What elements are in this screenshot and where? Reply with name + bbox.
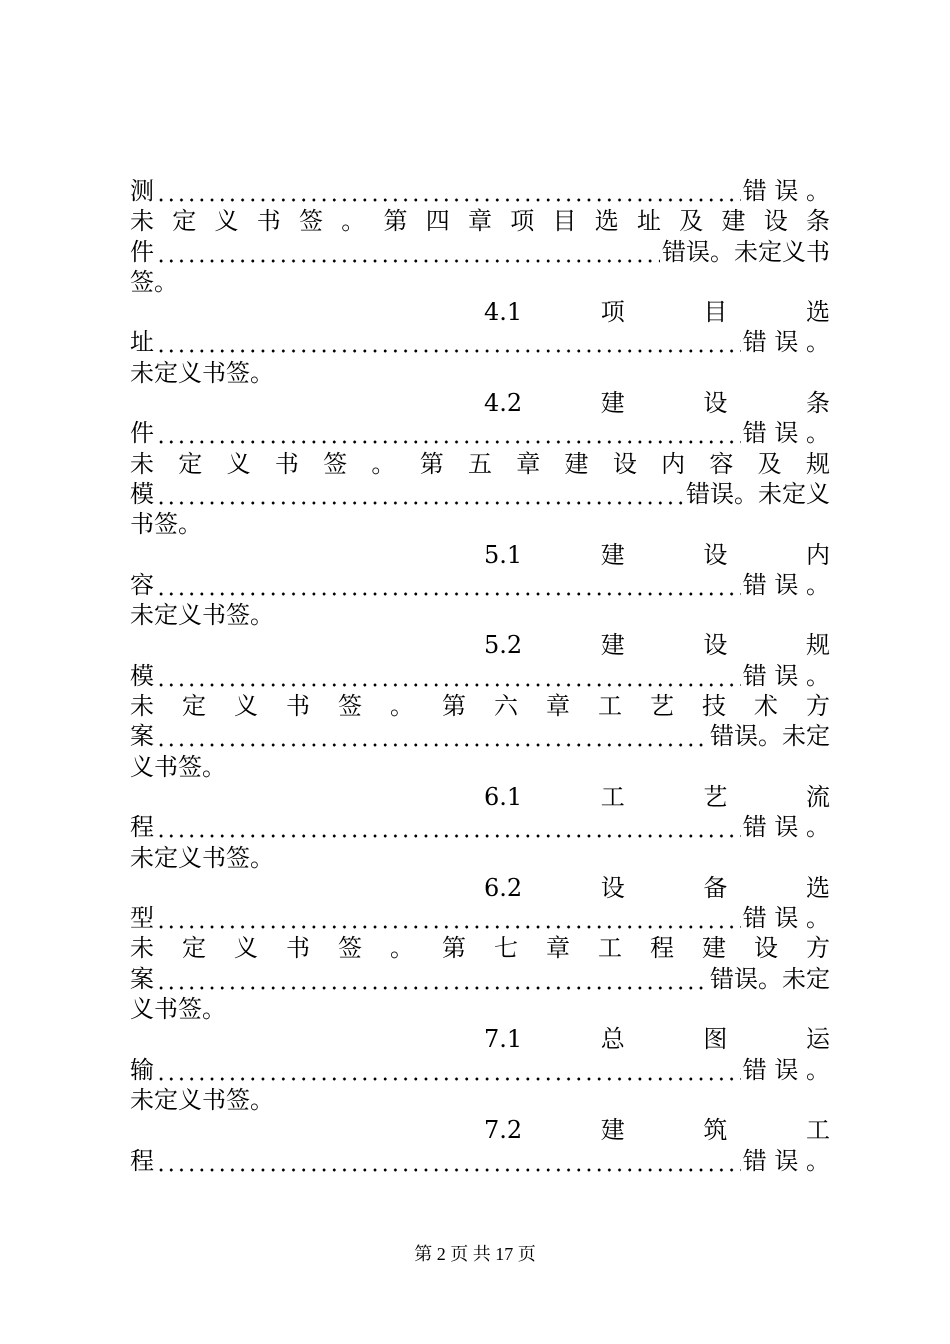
section-title-char: 工 <box>806 1116 830 1145</box>
text-char: 。 <box>341 207 366 236</box>
text-char: 定 <box>182 692 206 721</box>
text-char: 工 <box>598 692 622 721</box>
text-char: 章 <box>546 692 570 721</box>
toc-chapter-line <box>130 933 830 963</box>
text-char: 章 <box>546 934 570 963</box>
text-char: 义 <box>234 692 258 721</box>
toc-section-line <box>130 297 830 327</box>
dot-leader <box>156 661 741 691</box>
toc-content <box>130 176 830 1176</box>
toc-entry-line <box>130 570 830 600</box>
section-number: 5.2 <box>484 631 523 660</box>
text-char: 定 <box>182 934 206 963</box>
toc-section-line <box>130 1115 830 1145</box>
text-char: 定 <box>178 449 203 478</box>
section-title-char: 选 <box>806 873 830 902</box>
text-char: 未 <box>130 934 154 963</box>
section-title-char: 项 <box>600 298 625 327</box>
text-char: 第 <box>419 449 444 478</box>
text-char: 工 <box>598 934 622 963</box>
dot-leader <box>156 903 741 933</box>
toc-entry-line <box>130 721 830 751</box>
section-title-char: 备 <box>703 873 728 902</box>
text-char: 五 <box>467 449 492 478</box>
text-char: 未 <box>130 207 154 236</box>
section-number: 7.1 <box>484 1025 523 1054</box>
text-char: 建 <box>721 207 746 236</box>
section-title-char: 建 <box>600 540 625 569</box>
section-title-char: 设 <box>703 631 728 660</box>
entry-page-ref: 错误。未定义书 <box>662 237 830 266</box>
text-char: 章 <box>468 207 492 236</box>
text-char: 章 <box>516 449 541 478</box>
dot-leader <box>156 176 741 206</box>
text-char: 方 <box>806 692 830 721</box>
text-char: 四 <box>425 207 450 236</box>
text-char: 义 <box>234 934 258 963</box>
entry-title-end: 测 <box>130 177 154 205</box>
text-char: 及 <box>679 207 704 236</box>
toc-text-line: 未定义书签。 <box>130 601 274 630</box>
section-number: 7.2 <box>484 1116 523 1145</box>
text-char: 容 <box>709 449 734 478</box>
entry-title-end: 案 <box>130 722 154 751</box>
dot-leader <box>156 237 660 267</box>
entry-page-ref: 错 误 。 <box>742 1055 830 1084</box>
entry-title-end: 输 <box>130 1055 154 1084</box>
entry-title-end: 件 <box>130 419 154 448</box>
entry-title-end: 模 <box>130 479 154 508</box>
section-title-char: 设 <box>703 540 728 569</box>
text-char: 第 <box>442 692 466 721</box>
section-title-char: 总 <box>600 1025 625 1054</box>
text-char: 签 <box>299 207 323 236</box>
toc-entry-line <box>130 176 830 206</box>
text-char: 书 <box>256 207 281 236</box>
text-char: 第 <box>383 207 408 236</box>
section-title-char: 图 <box>703 1025 728 1054</box>
text-char: 未 <box>130 449 154 478</box>
section-number: 5.1 <box>484 540 523 569</box>
toc-section-line <box>130 1024 830 1054</box>
text-char: 签 <box>323 449 348 478</box>
text-char: 内 <box>661 449 686 478</box>
toc-entry-line <box>130 812 830 842</box>
toc-entry-line <box>130 661 830 691</box>
section-title-char: 目 <box>703 298 728 327</box>
toc-entry-line <box>130 327 830 357</box>
text-char: 条 <box>806 207 830 236</box>
text-char: 项 <box>510 207 535 236</box>
section-title-char: 建 <box>600 631 625 660</box>
toc-chapter-line <box>130 206 830 236</box>
entry-title-end: 案 <box>130 964 154 993</box>
text-char: 设 <box>754 934 778 963</box>
text-char: 艺 <box>650 692 674 721</box>
text-char: 。 <box>371 449 396 478</box>
toc-entry-line <box>130 1146 830 1176</box>
toc-text-line: 未定义书签。 <box>130 843 274 872</box>
toc-text-line: 义书签。 <box>130 752 226 781</box>
text-char: 定 <box>172 207 197 236</box>
toc-text-line: 未定义书签。 <box>130 358 274 387</box>
section-title-char: 条 <box>806 389 830 418</box>
text-char: 方 <box>806 934 830 963</box>
section-title-char: 艺 <box>703 782 728 811</box>
text-char: 。 <box>390 934 414 963</box>
text-char: 术 <box>754 692 778 721</box>
text-char: 。 <box>390 692 414 721</box>
section-title-char: 筑 <box>703 1116 728 1145</box>
section-title-char: 规 <box>806 631 830 660</box>
text-char: 书 <box>274 449 299 478</box>
section-title-char: 工 <box>600 782 625 811</box>
entry-title-end: 模 <box>130 661 154 690</box>
entry-page-ref: 错 误 。 <box>742 904 830 933</box>
toc-section-line <box>130 388 830 418</box>
entry-title-end: 件 <box>130 237 154 266</box>
entry-page-ref: 错误。未定 <box>710 964 830 993</box>
text-char: 七 <box>494 934 518 963</box>
section-title-char: 设 <box>600 873 625 902</box>
entry-page-ref: 错 误 。 <box>742 419 830 448</box>
entry-page-ref: 错 误 。 <box>742 661 830 690</box>
toc-entry-line <box>130 903 830 933</box>
toc-section-line <box>130 540 830 570</box>
entry-title-end: 址 <box>130 328 154 357</box>
toc-chapter-line <box>130 691 830 721</box>
entry-title-end: 型 <box>130 904 154 933</box>
entry-page-ref: 错 误 。 <box>742 570 830 599</box>
toc-text-line: 义书签。 <box>130 995 226 1024</box>
section-title-char: 建 <box>600 1116 625 1145</box>
section-title-char: 建 <box>600 389 625 418</box>
entry-title-end: 程 <box>130 1146 154 1175</box>
toc-text-line: 未定义书签。 <box>130 1085 274 1114</box>
toc-text-line: 签。 <box>130 267 178 296</box>
toc-chapter-line <box>130 449 830 479</box>
toc-entry-line <box>130 479 830 509</box>
text-char: 签 <box>338 934 362 963</box>
toc-text-line: 书签。 <box>130 510 202 539</box>
section-number: 6.1 <box>484 782 523 811</box>
text-char: 签 <box>338 692 362 721</box>
text-char: 未 <box>130 692 154 721</box>
section-title-char: 内 <box>806 540 830 569</box>
text-char: 义 <box>214 207 239 236</box>
entry-page-ref: 错 误 。 <box>742 328 830 357</box>
text-char: 书 <box>286 692 310 721</box>
dot-leader <box>156 812 741 842</box>
dot-leader <box>156 1055 741 1085</box>
toc-section-line <box>130 782 830 812</box>
dot-leader <box>156 964 708 994</box>
entry-title-end: 容 <box>130 570 154 599</box>
text-char: 六 <box>494 692 518 721</box>
entry-page-ref: 错 误 。 <box>742 1146 830 1175</box>
page-footer: 第 2 页 共 17 页 <box>414 1244 536 1264</box>
text-char: 程 <box>650 934 674 963</box>
section-title-char: 选 <box>806 298 830 327</box>
toc-entry-line <box>130 418 830 448</box>
entry-page-ref: 错误。未定 <box>710 722 830 751</box>
text-char: 建 <box>564 449 589 478</box>
section-title-char: 设 <box>703 389 728 418</box>
text-char: 技 <box>702 692 726 721</box>
text-char: 选 <box>594 207 619 236</box>
text-char: 及 <box>757 449 782 478</box>
entry-page-ref: 错误。未定义 <box>686 479 830 508</box>
toc-section-line <box>130 630 830 660</box>
text-char: 第 <box>442 934 466 963</box>
text-char: 规 <box>805 449 830 478</box>
toc-entry-line <box>130 1055 830 1085</box>
text-char: 建 <box>702 934 726 963</box>
dot-leader <box>156 1146 741 1176</box>
entry-page-ref: 错 误 。 <box>742 177 830 205</box>
section-number: 6.2 <box>484 873 523 902</box>
text-char: 书 <box>286 934 310 963</box>
toc-entry-line <box>130 237 830 267</box>
dot-leader <box>156 570 741 600</box>
section-title-char: 流 <box>806 782 830 811</box>
toc-section-line <box>130 873 830 903</box>
text-char: 设 <box>763 207 788 236</box>
text-char: 设 <box>612 449 637 478</box>
text-char: 义 <box>226 449 251 478</box>
dot-leader <box>156 721 708 751</box>
entry-title-end: 程 <box>130 813 154 842</box>
text-char: 址 <box>637 207 661 236</box>
section-title-char: 运 <box>806 1025 830 1054</box>
dot-leader <box>156 418 741 448</box>
toc-entry-line <box>130 964 830 994</box>
section-number: 4.1 <box>484 298 523 327</box>
dot-leader <box>156 327 741 357</box>
text-char: 目 <box>552 207 577 236</box>
section-number: 4.2 <box>484 389 523 418</box>
entry-page-ref: 错 误 。 <box>742 813 830 842</box>
dot-leader <box>156 479 684 509</box>
